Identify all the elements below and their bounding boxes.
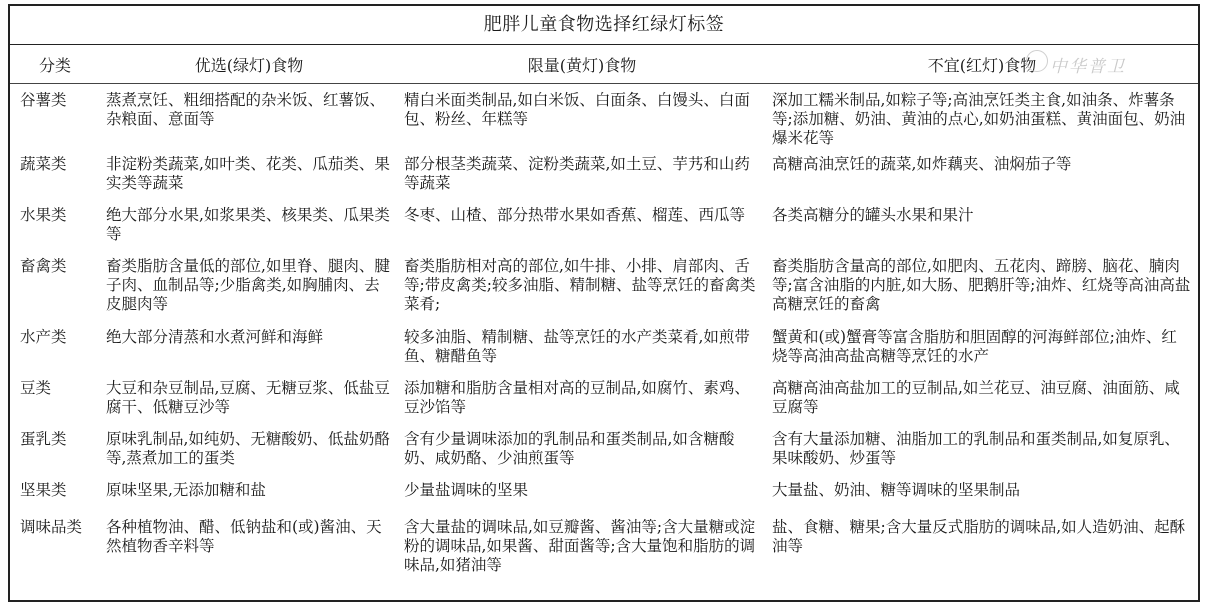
row-category: 水果类 — [20, 206, 67, 224]
row-category: 水产类 — [20, 328, 67, 346]
red-cell: 含有大量添加糖、油脂加工的乳制品和蛋类制品,如复原乳、果味酸奶、炒蛋等 — [772, 430, 1180, 467]
table-row — [10, 321, 1198, 372]
watermark: 中华普卫 — [1050, 57, 1126, 77]
green-cell: 绝大部分清蒸和水煮河鲜和海鲜 — [106, 328, 324, 346]
red-cell: 蟹黄和(或)蟹膏等富含脂肪和胆固醇的河海鲜部位;油炸、红烧等高油高盐高糖等烹饪的水产 — [772, 328, 1177, 365]
food-table — [10, 45, 1198, 582]
green-cell: 非淀粉类蔬菜,如叶类、花类、瓜茄类、果实类等蔬菜 — [106, 155, 390, 192]
header-yellow: 限量(黄灯)食物 — [398, 45, 766, 84]
yellow-cell: 少量盐调味的坚果 — [404, 481, 529, 499]
yellow-cell: 含大量盐的调味品,如豆瓣酱、酱油等;含大量糖或淀粉的调味品,如果酱、甜面酱等;含大量饱和脂肪的调味品,如猪油等 — [404, 518, 756, 574]
red-cell: 畜类脂肪含量高的部位,如肥肉、五花肉、蹄膀、脑花、腩肉等;富含油脂的内脏,如大肠、肥鹅肝等;油炸、红烧等高油高盐高糖烹饪的畜禽 — [772, 257, 1191, 313]
table-row — [10, 474, 1198, 511]
yellow-cell: 部分根茎类蔬菜、淀粉类蔬菜,如土豆、芋艿和山药等蔬菜 — [404, 155, 750, 192]
table-frame — [8, 4, 1200, 602]
red-cell: 高糖高油高盐加工的豆制品,如兰花豆、油豆腐、油面筋、咸豆腐等 — [772, 379, 1180, 416]
table-row — [10, 199, 1198, 250]
row-category: 畜禽类 — [20, 257, 67, 275]
header-red: 不宜(红灯)食物 — [766, 45, 1198, 84]
green-cell: 绝大部分水果,如浆果类、核果类、瓜果类等 — [106, 206, 390, 243]
table-title: 肥胖儿童食物选择红绿灯标签 — [10, 6, 1198, 45]
row-category: 蔬菜类 — [20, 155, 67, 173]
green-cell: 各种植物油、醋、低钠盐和(或)酱油、天然植物香辛料等 — [106, 518, 382, 555]
header-row — [10, 45, 1198, 84]
red-cell: 大量盐、奶油、糖等调味的坚果制品 — [772, 481, 1021, 499]
header-category: 分类 — [10, 45, 100, 84]
table-row — [10, 250, 1198, 321]
row-category: 谷薯类 — [20, 91, 67, 109]
yellow-cell: 畜类脂肪相对高的部位,如牛排、小排、肩部肉、舌等;带皮禽类;较多油脂、精制糖、盐等烹饪的畜禽类菜肴; — [404, 257, 756, 313]
red-cell: 各类高糖分的罐头水果和果汁 — [772, 206, 974, 224]
green-cell: 蒸煮烹饪、粗细搭配的杂米饭、红薯饭、杂粮面、意面等 — [106, 91, 386, 128]
row-category: 豆类 — [20, 379, 52, 397]
yellow-cell: 含有少量调味添加的乳制品和蛋类制品,如含糖酸奶、咸奶酪、少油煎蛋等 — [404, 430, 735, 467]
yellow-cell: 冬枣、山楂、部分热带水果如香蕉、榴莲、西瓜等 — [404, 206, 746, 224]
row-category: 调味品类 — [20, 518, 83, 536]
red-cell: 盐、食糖、糖果;含大量反式脂肪的调味品,如人造奶油、起酥油等 — [772, 518, 1186, 555]
yellow-cell: 较多油脂、精制糖、盐等烹饪的水产类菜肴,如煎带鱼、糖醋鱼等 — [404, 328, 750, 365]
green-cell: 原味乳制品,如纯奶、无糖酸奶、低盐奶酪等,蒸煮加工的蛋类 — [106, 430, 390, 467]
green-cell: 大豆和杂豆制品,豆腐、无糖豆浆、低盐豆腐干、低糖豆沙等 — [106, 379, 390, 416]
row-category: 蛋乳类 — [20, 430, 67, 448]
green-cell: 畜类脂肪含量低的部位,如里脊、腿肉、腱子肉、血制品等;少脂禽类,如胸脯肉、去皮腿肉等 — [106, 257, 390, 313]
table-row — [10, 423, 1198, 474]
table-row — [10, 148, 1198, 199]
red-cell: 深加工糯米制品,如粽子等;高油烹饪类主食,如油条、炸薯条等;添加糖、奶油、黄油的点心,如奶油蛋糕、黄油面包、奶油爆米花等 — [772, 91, 1186, 147]
yellow-cell: 添加糖和脂肪含量相对高的豆制品,如腐竹、素鸡、豆沙馅等 — [404, 379, 750, 416]
red-cell: 高糖高油烹饪的蔬菜,如炸藕夹、油焖茄子等 — [772, 155, 1072, 173]
watermark-logo-icon — [1026, 50, 1048, 72]
yellow-cell: 精白米面类制品,如白米饭、白面条、白馒头、白面包、粉丝、年糕等 — [404, 91, 750, 128]
table-row — [10, 84, 1198, 149]
table-row — [10, 372, 1198, 423]
header-green: 优选(绿灯)食物 — [100, 45, 398, 84]
row-category: 坚果类 — [20, 481, 67, 499]
table-row — [10, 511, 1198, 582]
green-cell: 原味坚果,无添加糖和盐 — [106, 481, 266, 499]
